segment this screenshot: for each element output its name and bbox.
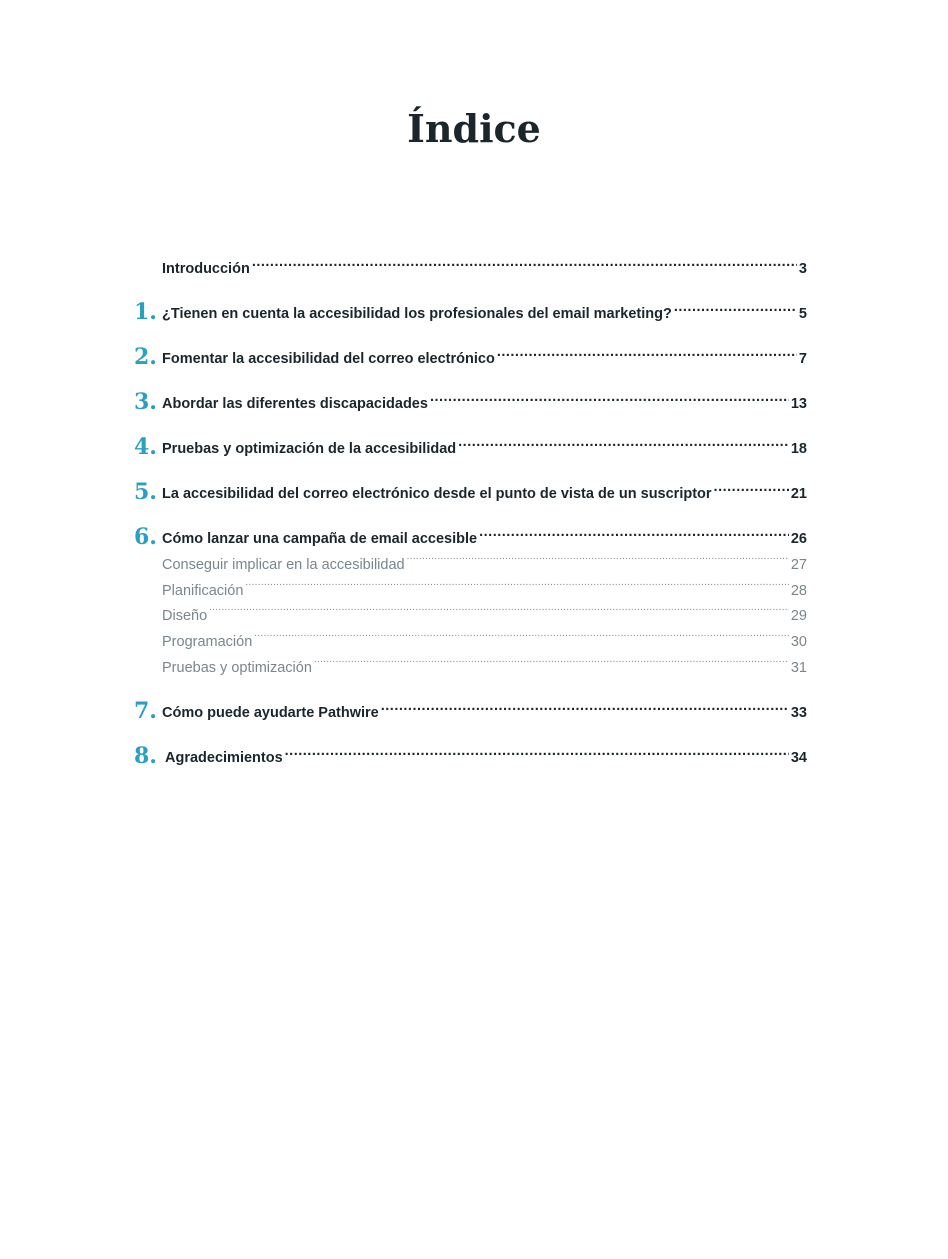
dot-leader xyxy=(407,555,789,570)
toc-subentry[interactable] xyxy=(162,631,807,653)
toc-entry-label: ¿Tienen en cuenta la accesibilidad los profesionales del email marketing? xyxy=(162,306,672,322)
dot-leader xyxy=(497,349,797,364)
toc-entry-label: Fomentar la accesibilidad del correo electrónico xyxy=(162,351,495,367)
toc-entry-label: Pruebas y optimización de la accesibilidad xyxy=(162,441,457,457)
toc-entry-chapter-3[interactable] xyxy=(162,392,807,416)
toc-subentry-page: 28 xyxy=(790,583,807,599)
toc-subentry-label: Conseguir implicar en la accesibilidad xyxy=(162,557,405,573)
dot-leader xyxy=(714,484,789,499)
dot-leader xyxy=(245,581,788,596)
chapter-number: 2. xyxy=(134,344,157,370)
toc-entry-chapter-1[interactable] xyxy=(162,302,807,326)
toc-subentry-page: 30 xyxy=(790,634,807,650)
dot-leader xyxy=(458,439,789,454)
toc-entry-intro[interactable] xyxy=(162,257,807,281)
toc-entry-chapter-5[interactable] xyxy=(162,482,807,506)
toc-subentry[interactable] xyxy=(162,657,807,679)
dot-leader xyxy=(285,748,789,763)
toc-entry-chapter-4[interactable] xyxy=(162,437,807,461)
toc-entry-label: Agradecimientos xyxy=(165,750,283,766)
dot-leader xyxy=(479,529,789,544)
toc-subentry[interactable] xyxy=(162,580,807,602)
chapter-number: 3. xyxy=(134,389,157,415)
toc-entry-page: 13 xyxy=(790,396,807,412)
toc-entry-page: 7 xyxy=(798,351,807,367)
toc-entry-page: 3 xyxy=(798,261,807,277)
chapter-number: 7. xyxy=(134,698,157,724)
toc-subentry[interactable] xyxy=(162,605,807,627)
toc-entry-page: 18 xyxy=(790,441,807,457)
toc-entry-chapter-6[interactable] xyxy=(162,527,807,551)
toc-subentry-label: Pruebas y optimización xyxy=(162,660,312,676)
dot-leader xyxy=(209,606,789,621)
chapter-number: 8. xyxy=(134,743,157,769)
toc-entry-chapter-8[interactable] xyxy=(165,746,807,770)
toc-subentry-page: 31 xyxy=(790,660,807,676)
dot-leader xyxy=(430,394,789,409)
toc-entry-label: Introducción xyxy=(162,261,250,277)
toc-subentry-page: 29 xyxy=(790,608,807,624)
dot-leader xyxy=(254,632,789,647)
toc-entry-page: 33 xyxy=(790,705,807,721)
dot-leader xyxy=(674,304,797,319)
chapter-number: 1. xyxy=(134,299,157,325)
toc-entry-page: 34 xyxy=(790,750,807,766)
toc-entry-page: 21 xyxy=(790,486,807,502)
toc-entry-chapter-2[interactable] xyxy=(162,347,807,371)
toc-entry-label: Abordar las diferentes discapacidades xyxy=(162,396,428,412)
chapter-number: 6. xyxy=(134,524,157,550)
toc-subentry-label: Diseño xyxy=(162,608,208,624)
chapter-number: 5. xyxy=(134,479,157,505)
toc-entry-label: La accesibilidad del correo electrónico desde el punto de vista de un suscriptor xyxy=(162,486,712,502)
toc-entry-page: 5 xyxy=(798,306,807,322)
toc-subentry-page: 27 xyxy=(790,557,807,573)
toc-entry-page: 26 xyxy=(790,531,807,547)
page-title: Índice xyxy=(407,106,541,151)
toc-subentry-label: Planificación xyxy=(162,583,244,599)
dot-leader xyxy=(381,703,789,718)
dot-leader xyxy=(314,658,789,673)
toc-entry-chapter-7[interactable] xyxy=(162,701,807,725)
chapter-number: 4. xyxy=(134,434,157,460)
toc-entry-label: Cómo puede ayudarte Pathwire xyxy=(162,705,379,721)
dot-leader xyxy=(252,259,797,274)
toc-subentry[interactable] xyxy=(162,554,807,576)
toc-subentry-label: Programación xyxy=(162,634,253,650)
toc-entry-label: Cómo lanzar una campaña de email accesible xyxy=(162,531,478,547)
